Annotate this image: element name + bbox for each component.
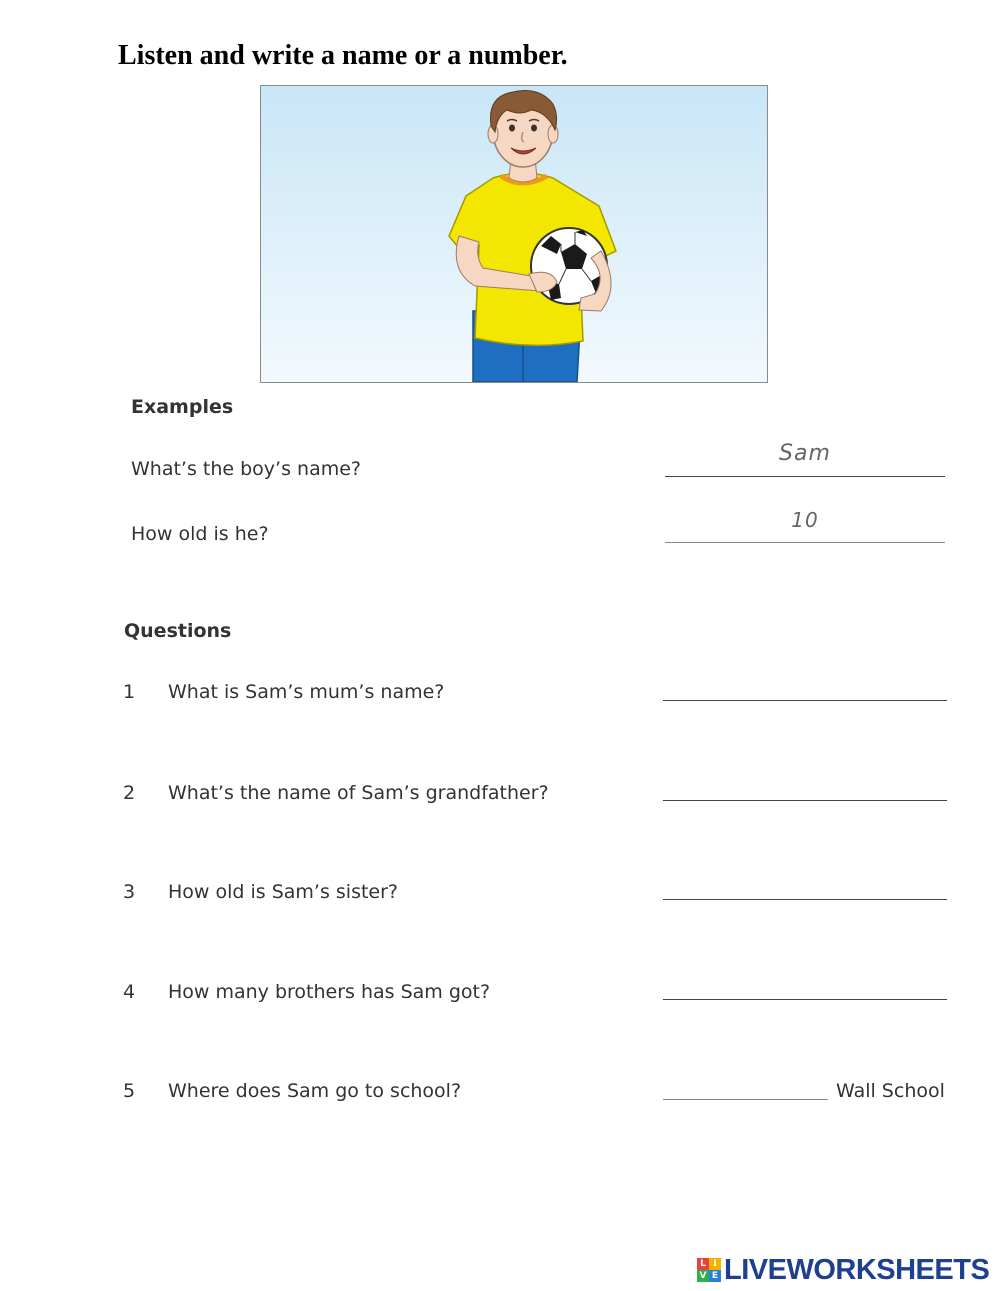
questions-heading: Questions (124, 620, 232, 642)
examples-heading: Examples (131, 396, 234, 418)
question-text-2: What’s the name of Sam’s grandfather? (168, 782, 549, 804)
answer-suffix-5: Wall School (836, 1080, 945, 1102)
example-answer-line-2 (665, 542, 945, 543)
example-answer-line-1 (665, 476, 945, 477)
logo-letter: V (697, 1270, 709, 1282)
answer-input-1[interactable] (663, 700, 947, 701)
liveworksheets-logo-icon (697, 1258, 721, 1282)
question-number: 2 (123, 782, 136, 804)
worksheet-title: Listen and write a name or a number. (118, 40, 568, 71)
example-question-1: What’s the boy’s name? (131, 458, 361, 480)
logo-letter: L (697, 1258, 709, 1270)
example-answer-2: 10 (791, 508, 819, 532)
answer-input-3[interactable] (663, 899, 947, 900)
example-answer-1: Sam (779, 441, 831, 466)
logo-letter: I (709, 1258, 721, 1270)
example-question-2: How old is he? (131, 523, 269, 545)
question-text-4: How many brothers has Sam got? (168, 981, 491, 1003)
brand-text: LIVEWORKSHEETS (724, 1253, 990, 1286)
question-text-1: What is Sam’s mum’s name? (168, 681, 445, 703)
question-text-5: Where does Sam go to school? (168, 1080, 462, 1102)
question-text-3: How old is Sam’s sister? (168, 881, 399, 903)
liveworksheets-logo (697, 1254, 989, 1286)
question-number: 5 (123, 1080, 136, 1102)
answer-input-2[interactable] (663, 800, 947, 801)
boy-with-football-illustration (260, 85, 768, 383)
question-number: 3 (123, 881, 136, 903)
answer-input-5[interactable] (663, 1099, 828, 1100)
question-number: 1 (123, 681, 136, 703)
logo-letter: E (709, 1270, 721, 1282)
question-number: 4 (123, 981, 136, 1003)
answer-input-4[interactable] (663, 999, 947, 1000)
